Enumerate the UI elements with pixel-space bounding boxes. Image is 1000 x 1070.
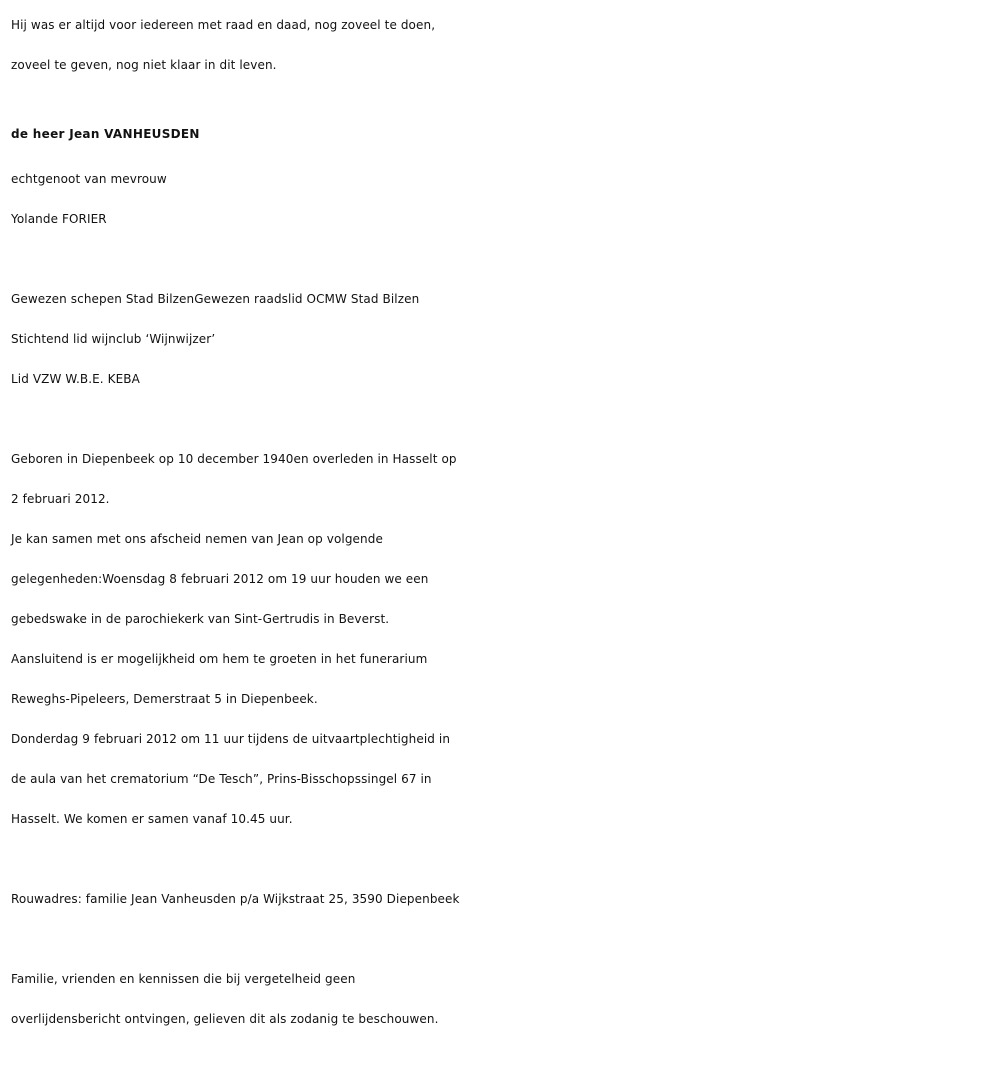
closing-section bbox=[11, 959, 1000, 1039]
address-section bbox=[11, 879, 1000, 919]
details-line-9: de aula van het crematorium “De Tesch”, Prins-Bisschopssingel 67 in bbox=[11, 772, 432, 786]
intro-line-1: Hij was er altijd voor iedereen met raad en daad, nog zoveel te doen, bbox=[11, 18, 436, 32]
details-section bbox=[11, 439, 1000, 839]
details-line-4: gelegenheden:Woensdag 8 februari 2012 om 19 uur houden we een bbox=[11, 572, 429, 586]
deceased-name: de heer Jean VANHEUSDEN bbox=[11, 127, 200, 141]
spacer bbox=[11, 399, 1000, 439]
roles-line-3: Lid VZW W.B.E. KEBA bbox=[11, 372, 140, 386]
roles-line-2: Stichtend lid wijnclub ‘Wijnwijzer’ bbox=[11, 332, 216, 346]
details-line-10: Hasselt. We komen er samen vanaf 10.45 uur. bbox=[11, 812, 293, 826]
closing-line-1: Familie, vrienden en kennissen die bij vergetelheid geen bbox=[11, 972, 356, 986]
intro-verse bbox=[11, 5, 1000, 85]
details-line-6: Aansluitend is er mogelijkheid om hem te groeten in het funerarium bbox=[11, 652, 428, 666]
closing-line-2: overlijdensbericht ontvingen, gelieven dit als zodanig te beschouwen. bbox=[11, 1012, 439, 1026]
spouse-info bbox=[11, 159, 1000, 239]
roles-line-1: Gewezen schepen Stad BilzenGewezen raadslid OCMW Stad Bilzen bbox=[11, 292, 420, 306]
details-line-1: Geboren in Diepenbeek op 10 december 1940en overleden in Hasselt op bbox=[11, 452, 457, 466]
details-line-8: Donderdag 9 februari 2012 om 11 uur tijdens de uitvaartplechtigheid in bbox=[11, 732, 451, 746]
spacer bbox=[11, 839, 1000, 879]
details-line-3: Je kan samen met ons afscheid nemen van Jean op volgende bbox=[11, 532, 383, 546]
details-line-7: Reweghs-Pipeleers, Demerstraat 5 in Diepenbeek. bbox=[11, 692, 318, 706]
details-line-5: gebedswake in de parochiekerk van Sint-Gertrudis in Beverst. bbox=[11, 612, 390, 626]
spacer bbox=[11, 919, 1000, 959]
spacer bbox=[11, 239, 1000, 279]
spouse-line-2: Yolande FORIER bbox=[11, 212, 107, 226]
intro-line-2: zoveel te geven, nog niet klaar in dit leven. bbox=[11, 58, 277, 72]
details-line-2: 2 februari 2012. bbox=[11, 492, 110, 506]
roles-section bbox=[11, 279, 1000, 399]
mourning-address: Rouwadres: familie Jean Vanheusden p/a Wijkstraat 25, 3590 Diepenbeek bbox=[11, 892, 460, 906]
spouse-line-1: echtgenoot van mevrouw bbox=[11, 172, 167, 186]
